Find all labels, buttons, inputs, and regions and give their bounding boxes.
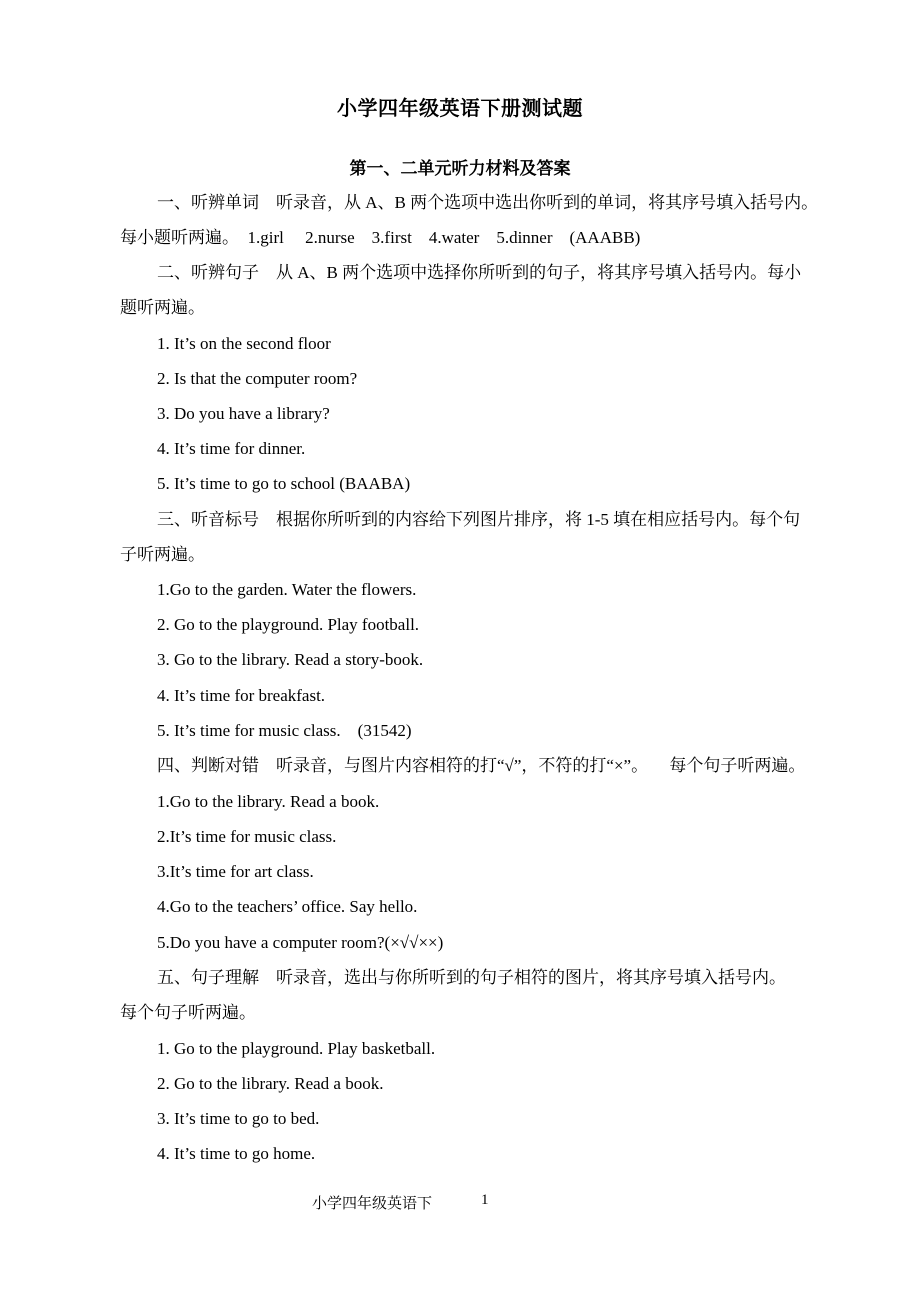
- section-5-item: 1. Go to the playground. Play basketball.: [157, 1039, 436, 1058]
- section-5-item: 3. It’s time to go to bed.: [157, 1109, 320, 1128]
- section-3-heading-cont: 子听两遍。: [120, 545, 205, 564]
- section-5-heading-cont: 每个句子听两遍。: [120, 1003, 256, 1022]
- section-2-item: 3. Do you have a library?: [157, 404, 330, 423]
- section-4-heading: 四、判断对错 听录音，与图片内容相符的打“√”，不符的打“×”。 每个句子听两遍。: [157, 756, 806, 775]
- section-3-item: 2. Go to the playground. Play football.: [157, 615, 420, 634]
- section-4-item: 1.Go to the library. Read a book.: [157, 792, 380, 811]
- section-2-item: 4. It’s time for dinner.: [157, 439, 306, 458]
- section-1-heading: 一、听辨单词 听录音，从 A、B 两个选项中选出你听到的单词，将其序号填入括号内。: [157, 193, 819, 212]
- page-title: 小学四年级英语下册测试题: [337, 98, 583, 120]
- section-3-item: 4. It’s time for breakfast.: [157, 686, 326, 705]
- section-2-item: 2. Is that the computer room?: [157, 369, 358, 388]
- section-4-item: 2.It’s time for music class.: [157, 827, 337, 846]
- section-2-heading-cont: 题听两遍。: [120, 298, 205, 317]
- section-2-item: 1. It’s on the second floor: [157, 334, 331, 353]
- section-3-item: 3. Go to the library. Read a story-book.: [157, 650, 424, 669]
- section-5-heading: 五、句子理解 听录音，选出与你所听到的句子相符的图片，将其序号填入括号内。: [157, 968, 786, 987]
- section-4-item: 5.Do you have a computer room?(×√√××): [157, 933, 444, 952]
- section-5-item: 2. Go to the library. Read a book.: [157, 1074, 384, 1093]
- section-1-answers: 每小题听两遍。 1.girl 2.nurse 3.first 4.water 5.dinner (AAABB): [120, 228, 641, 247]
- section-4-item: 3.It’s time for art class.: [157, 862, 314, 881]
- page-number: 1: [481, 1192, 489, 1208]
- section-2-heading: 二、听辨句子 从 A、B 两个选项中选择你所听到的句子，将其序号填入括号内。每小: [157, 263, 802, 282]
- section-2-item: 5. It’s time to go to school (BAABA): [157, 474, 411, 493]
- section-3-item: 5. It’s time for music class. (31542): [157, 721, 412, 740]
- section-5-item: 4. It’s time to go home.: [157, 1144, 316, 1163]
- section-3-heading: 三、听音标号 根据你所听到的内容给下列图片排序，将 1-5 填在相应括号内。每个句: [157, 510, 801, 529]
- section-subtitle: 第一、二单元听力材料及答案: [349, 159, 571, 178]
- footer-label: 小学四年级英语下: [312, 1196, 433, 1212]
- section-4-item: 4.Go to the teachers’ office. Say hello.: [157, 897, 418, 916]
- section-3-item: 1.Go to the garden. Water the flowers.: [157, 580, 417, 599]
